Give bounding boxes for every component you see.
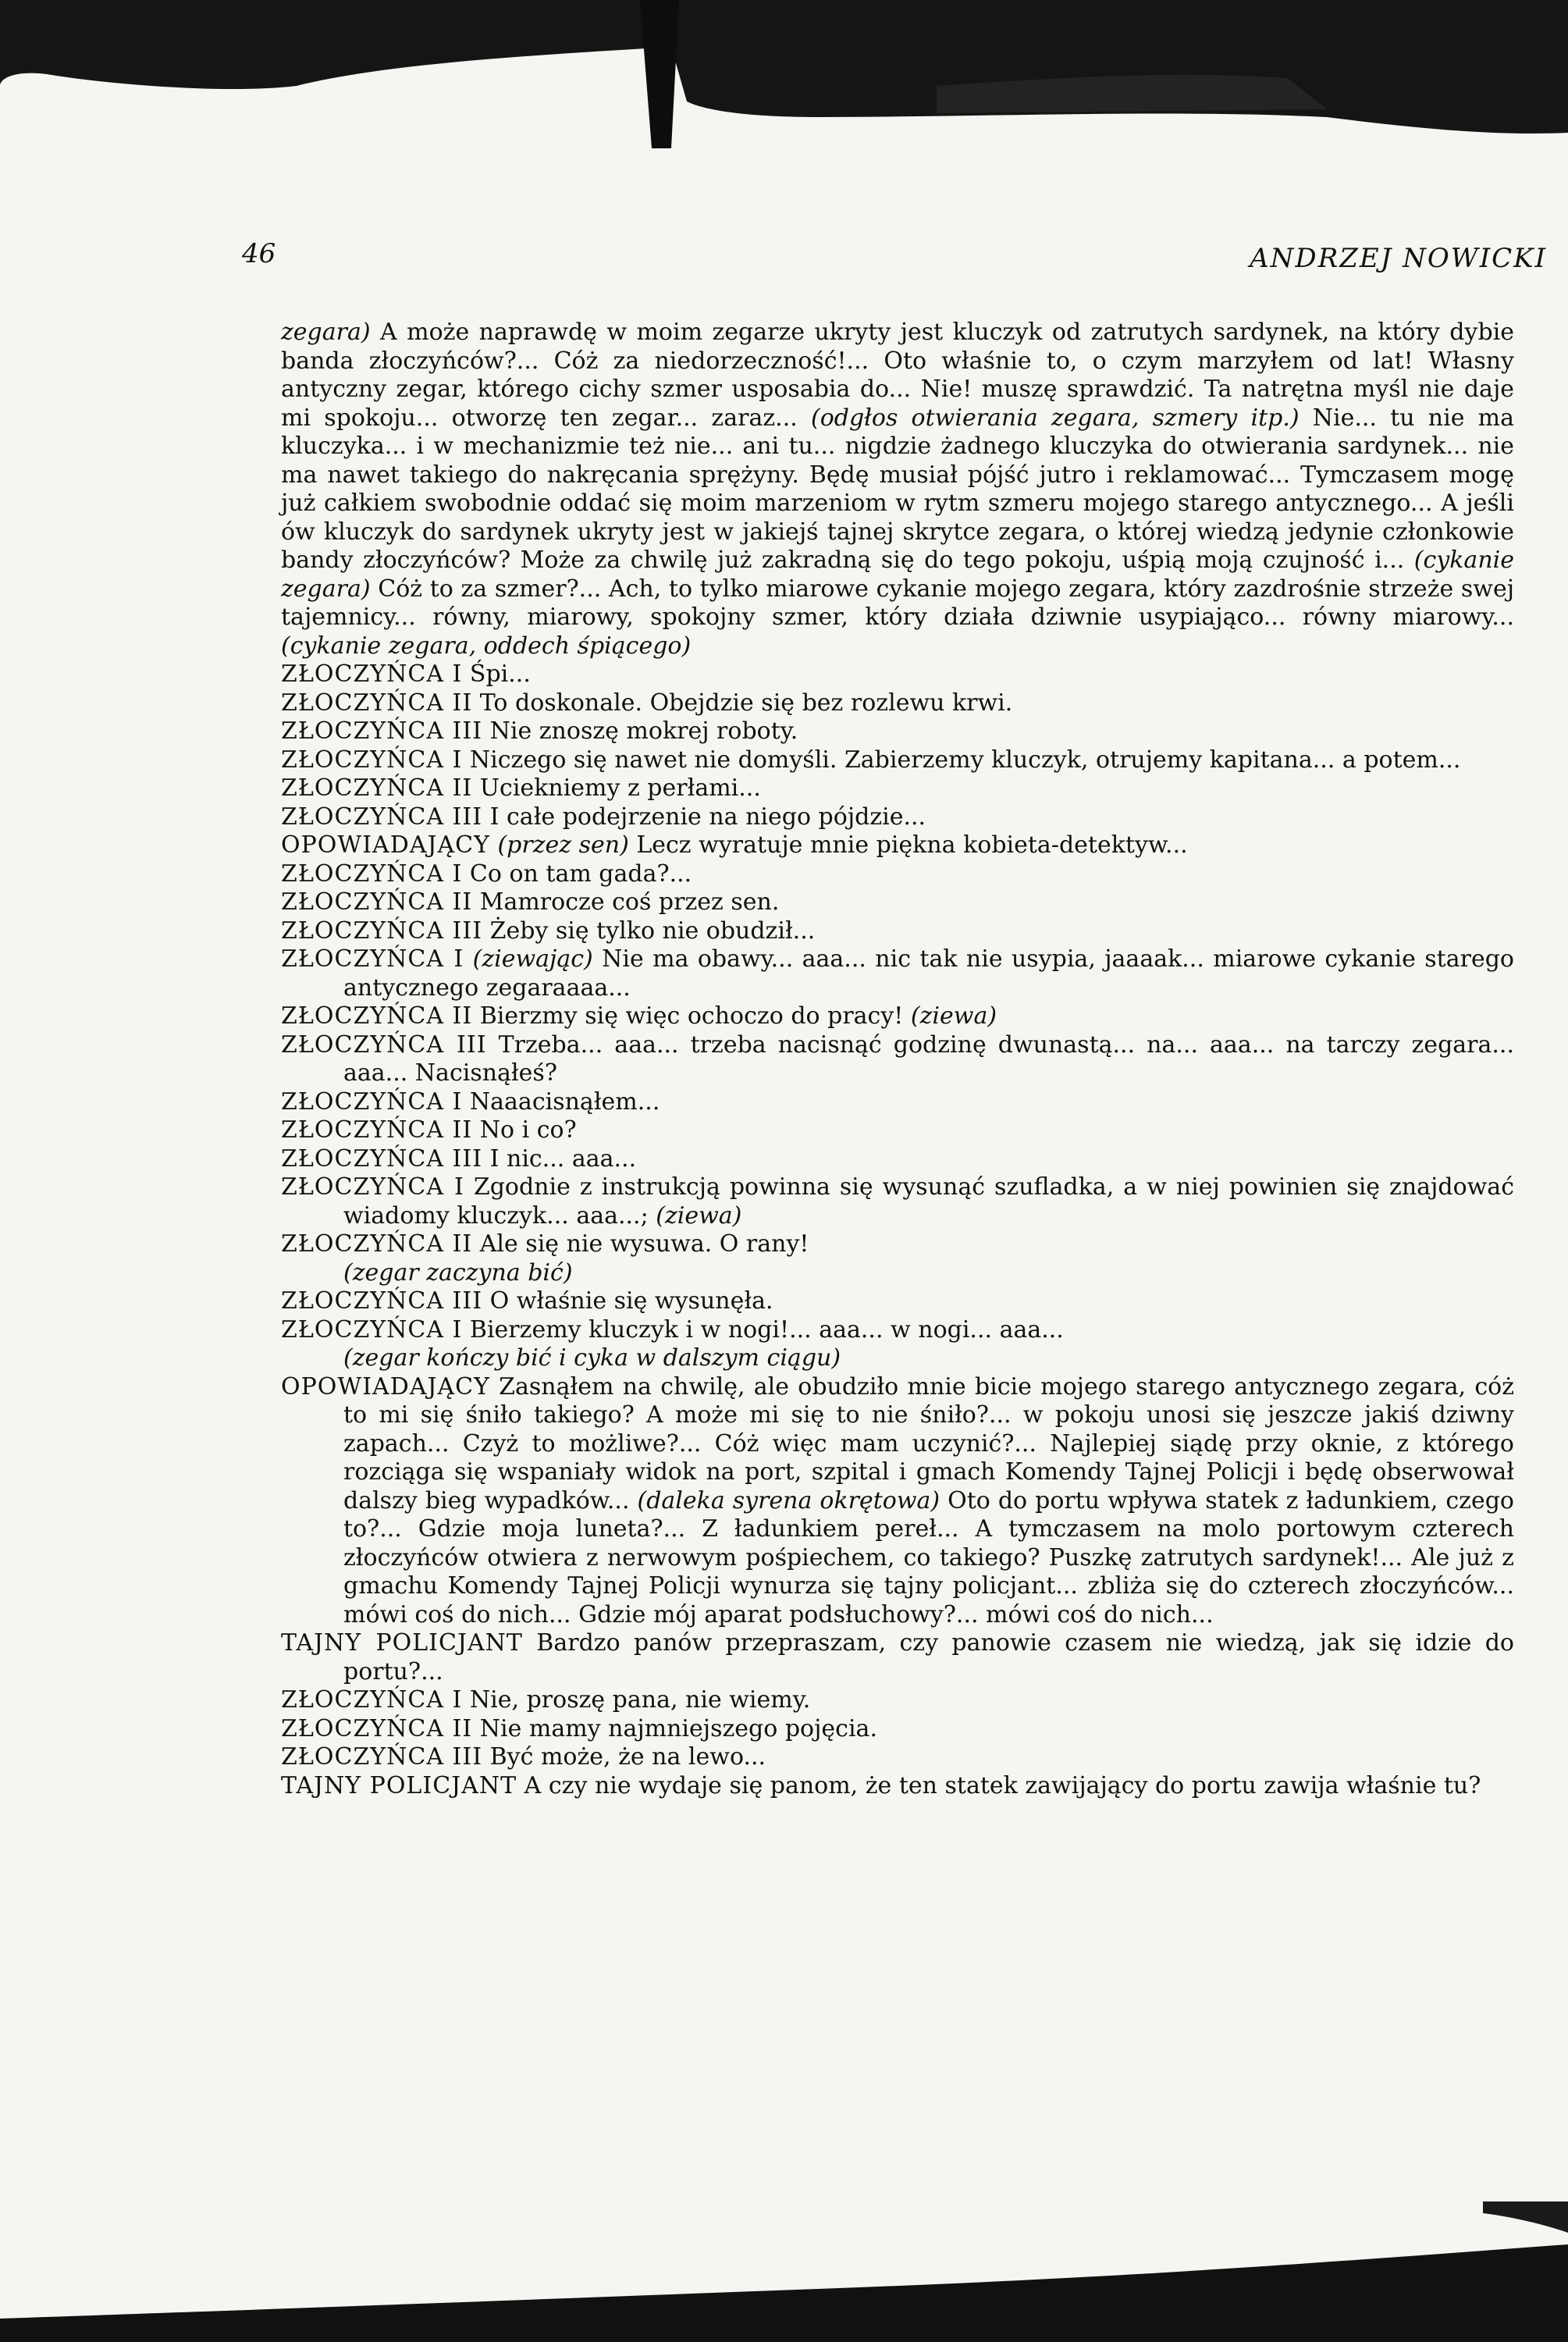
dialogue-line <box>281 1002 1514 1031</box>
speaker-name: ZŁOCZYŃCA II <box>281 1230 473 1258</box>
speaker-name: ZŁOCZYŃCA I <box>281 860 463 888</box>
dialogue-text: Niczego się nawet nie domyśli. Zabierzemy kluczyk, otrujemy kapitana... a potem... <box>462 746 1461 774</box>
dialogue-text: Naaacisnąłem... <box>462 1087 660 1116</box>
dialogue-line <box>281 1686 1514 1715</box>
dialogue-text: Trzeba... aaa... trzeba nacisnąć godzinę dwunastą... na... aaa... na tarczy zegara... aaa... Nacisnąłeś? <box>343 1030 1514 1087</box>
stage-direction: (daleka syrena okrętowa) <box>637 1486 940 1514</box>
stage-direction: (ziewa) <box>910 1002 997 1030</box>
intro-paragraph <box>281 319 1514 660</box>
stage-direction: (cykanie zegara) <box>281 546 1514 603</box>
dialogue-line <box>281 717 1514 746</box>
speaker-name: ZŁOCZYŃCA III <box>281 917 483 945</box>
dialogue-text: Żeby się tylko nie obudził... <box>482 917 816 945</box>
dialogue-line <box>281 888 1514 917</box>
dialogue-line <box>281 774 1514 803</box>
dialogue-line <box>281 860 1514 889</box>
speaker-name: ZŁOCZYŃCA II <box>281 774 473 802</box>
speaker-name: TAJNY POLICJANT <box>281 1771 517 1799</box>
dialogue-text: Nie, proszę pana, nie wiemy. <box>462 1686 811 1714</box>
dialogue-text: Bierzemy kluczyk i w nogi!... aaa... w nogi... aaa... <box>462 1315 1064 1344</box>
speaker-name: ZŁOCZYŃCA II <box>281 1002 473 1030</box>
speaker-name: OPOWIADAJĄCY <box>281 1372 490 1401</box>
running-head-author: ANDRZEJ NOWICKI <box>1250 243 1547 274</box>
dialogue-line <box>281 660 1514 689</box>
scan-artifact-bottom <box>0 2201 1568 2342</box>
speaker-name: TAJNY POLICJANT <box>281 1629 523 1657</box>
dialogue-line <box>281 1287 1514 1316</box>
dialogue-text: No i co? <box>472 1116 577 1144</box>
dialogue-text <box>464 945 472 973</box>
stage-direction: (ziewa) <box>656 1201 742 1230</box>
dialogue-text: I całe podejrzenie na niego pójdzie... <box>482 803 926 831</box>
dialogue-line <box>281 746 1514 775</box>
dialogue-line <box>281 1629 1514 1686</box>
dialogue-line <box>281 1373 1514 1630</box>
dialogue-text: Mamrocze coś przez sen. <box>472 888 780 916</box>
stage-direction: (cykanie zegara, oddech śpiącego) <box>281 632 692 660</box>
dialogue-line <box>281 831 1514 860</box>
speaker-name: ZŁOCZYŃCA III <box>281 1144 483 1173</box>
dialogue-line <box>281 1145 1514 1174</box>
dialogue-text: Zgodnie z instrukcją powinna się wysunąć szufladka, a w niej powinien się znajdować wiadomy kluczyk... aaa...; <box>343 1173 1514 1230</box>
dialogue-text: Być może, że na lewo... <box>482 1743 766 1771</box>
dialogue-line <box>281 1116 1514 1145</box>
dialogue-text: Bierzmy się więc ochoczo do pracy! <box>472 1002 911 1030</box>
dialogue-text: Nie mamy najmniejszego pojęcia. <box>472 1714 877 1742</box>
dialogue-text: Oto do portu wpływa statek z ładunkiem, czego to?... Gdzie moja luneta?... Z ładunkiem pereł... A tymczasem na molo portowym czterech złoczyńców otwiera z nerwowym pośpiechem, co takiego? Puszkę zatrutych sardynek!... Ale już z gmachu Komendy Tajnej Policji wynurza się tajny policjant... zbliża się do czterech złoczyńców... mówi coś do nich... Gdzie mój aparat podsłuchowy?... mówi coś do nich... <box>343 1486 1514 1628</box>
dialogue-text: Bardzo panów przepraszam, czy panowie czasem nie wiedzą, jak się idzie do portu?... <box>343 1629 1514 1685</box>
dialogue-line <box>281 1316 1514 1345</box>
speaker-name: OPOWIADAJĄCY <box>281 831 490 859</box>
speaker-name: ZŁOCZYŃCA II <box>281 1116 473 1144</box>
stage-direction: (przez sen) <box>497 831 629 859</box>
dialogue-text: Co on tam gada?... <box>462 860 692 888</box>
dialogue-text: I nic... aaa... <box>482 1144 637 1173</box>
narration-text: Cóż to za szmer?... Ach, to tylko miarowe cykanie mojego zegara, który zazdrośnie strzeże swej tajemnicy... równy, miarowy, spokojny szmer, który działa dziwnie usypiająco... równy miarowy... <box>281 575 1514 631</box>
dialogue-text: Uciekniemy z perłami... <box>472 774 761 802</box>
dialogue-text: A czy nie wydaje się panom, że ten statek zawijający do portu zawija właśnie tu? <box>517 1771 1481 1799</box>
dialogue-line <box>281 1230 1514 1259</box>
speaker-name: ZŁOCZYŃCA I <box>281 1315 463 1344</box>
speaker-name: ZŁOCZYŃCA I <box>281 945 464 973</box>
speaker-name: ZŁOCZYŃCA II <box>281 1714 473 1742</box>
speaker-name: ZŁOCZYŃCA II <box>281 689 473 717</box>
dialogue-line <box>281 1031 1514 1088</box>
stage-direction-line: (zegar zaczyna bić) <box>343 1258 573 1287</box>
speaker-name: ZŁOCZYŃCA II <box>281 888 473 916</box>
speaker-name: ZŁOCZYŃCA III <box>281 717 483 745</box>
dialogue-text: Śpi... <box>462 660 531 688</box>
speaker-name: ZŁOCZYŃCA III <box>281 1743 483 1771</box>
dialogue-text: To doskonale. Obejdzie się bez rozlewu krwi. <box>472 689 1013 717</box>
dialogue-line <box>281 1173 1514 1230</box>
scan-artifact-top <box>0 0 1568 148</box>
page-number: 46 <box>242 238 276 269</box>
stage-direction: (ziewając) <box>472 945 593 973</box>
speaker-name: ZŁOCZYŃCA I <box>281 746 463 774</box>
narration-text: A może naprawdę w moim zegarze ukryty jest kluczyk od zatrutych sardynek, na który dybie banda złoczyńców?... Cóż za niedorzeczność!... Oto właśnie to, o czym marzyłem od lat! Własny antyczny zegar, którego cichy szmer usposabia do... Nie! muszę sprawdzić. Ta natrętna myśl nie daje mi spokoju... otworzę ten zegar... zaraz... <box>281 319 1514 432</box>
dialogue-text: Nie znoszę mokrej roboty. <box>482 717 798 745</box>
dialogue-line <box>281 917 1514 946</box>
dialogue-line <box>281 945 1514 1002</box>
speaker-name: ZŁOCZYŃCA III <box>281 1030 487 1059</box>
dialogue-text: Zasnąłem na chwilę, ale obudziło mnie bicie mojego starego antycznego zegara, cóż to mi się śniło takiego? A może mi się to nie śniło?... w pokoju unosi się jeszcze jakiś dziwny zapach... Czyż to możliwe?... Cóż więc mam uczynić?... Najlepiej siądę przy oknie, z którego rozciąga się wspaniały widok na port, szpital i gmach Komendy Tajnej Policji i będę obserwował dalszy bieg wypadków... <box>343 1372 1514 1514</box>
stage-direction: zegara) <box>281 319 371 346</box>
dialogue-line <box>281 689 1514 718</box>
dialogue-text: Nie ma obawy... aaa... nic tak nie usypia, jaaaak... miarowe cykanie starego antycznego zegaraaaa... <box>343 945 1514 1002</box>
dialogue-line <box>281 1088 1514 1117</box>
speaker-name: ZŁOCZYŃCA III <box>281 803 483 831</box>
dialogue-text: Ale się nie wysuwa. O rany! <box>472 1230 809 1258</box>
stage-direction: (odgłos otwierania zegara, szmery itp.) <box>810 404 1300 432</box>
page-body <box>281 319 1514 1800</box>
speaker-name: ZŁOCZYŃCA III <box>281 1287 483 1315</box>
narration-text: Nie... tu nie ma kluczyka... i w mechanizmie też nie... ani tu... nigdzie żadnego kluczyka do otwierania sardynek... nie ma nawet takiego do nakręcania sprężyny. Będę musiał pójść jutro i reklamować... Tymczasem mogę już całkiem swobodnie oddać się moim marzeniom w rytm szmeru mojego starego antycznego... A jeśli ów kluczyk do sardynek ukryty jest w jakiejś tajnej skrytce zegara, o której wiedzą jedynie członkowie bandy złoczyńców? Może za chwilę już zakradną się do tego pokoju, uśpią moją czujność i... <box>281 404 1515 574</box>
dialogue-line <box>281 1715 1514 1744</box>
stage-direction-line: (zegar kończy bić i cyka w dalszym ciągu) <box>343 1344 841 1372</box>
page-header <box>242 238 1561 285</box>
speaker-name: ZŁOCZYŃCA I <box>281 1173 464 1201</box>
dialogue-line <box>281 1772 1514 1801</box>
dialogue-lines <box>281 660 1514 1800</box>
dialogue-text: Lecz wyratuje mnie piękna kobieta-detektyw... <box>628 831 1188 859</box>
dialogue-text: O właśnie się wysunęła. <box>482 1287 773 1315</box>
dialogue-line <box>281 1743 1514 1772</box>
speaker-name: ZŁOCZYŃCA I <box>281 1087 463 1116</box>
speaker-name: ZŁOCZYŃCA I <box>281 1686 463 1714</box>
speaker-name: ZŁOCZYŃCA I <box>281 660 463 688</box>
dialogue-line <box>281 803 1514 832</box>
